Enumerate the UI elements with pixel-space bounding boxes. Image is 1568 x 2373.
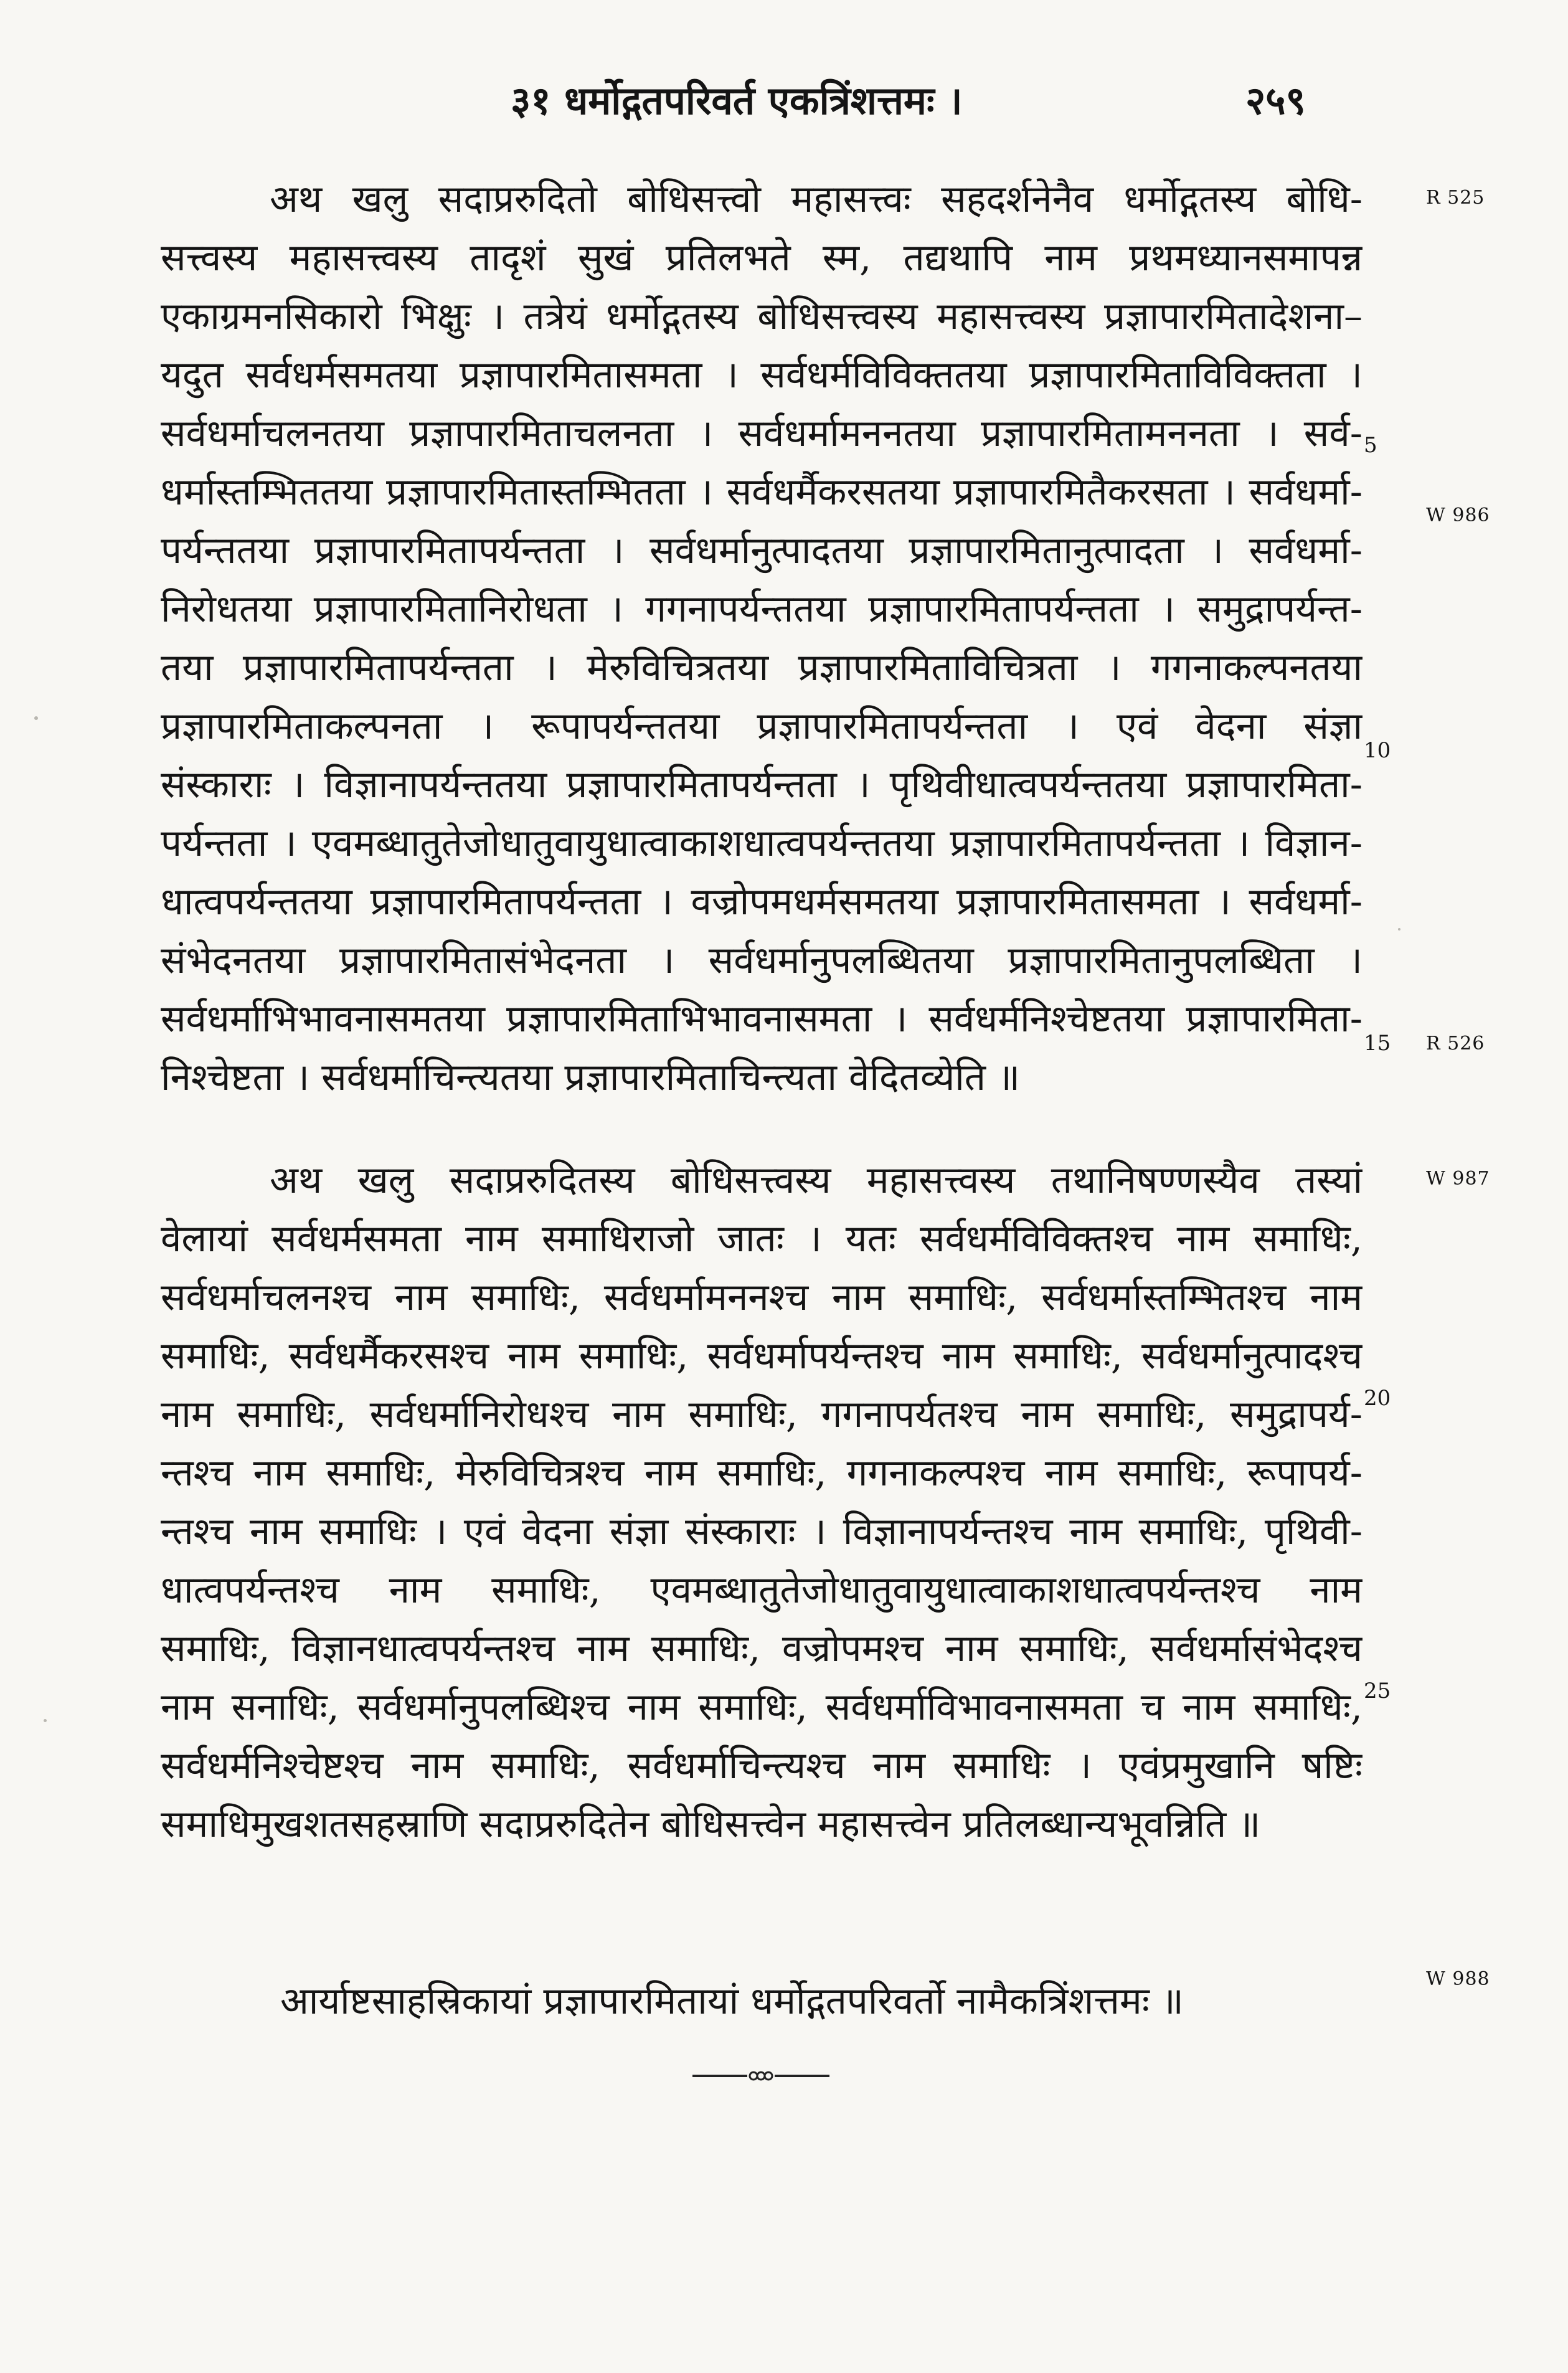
text-line: अथ खलु सदाप्ररुदितस्य बोधिसत्त्वस्य महासत्त्वस्य तथानिषण्णस्यैव तस्यां [270,1158,1363,1202]
side-reference: W 986 [1426,504,1490,526]
text-line: नाम समाधिः, सर्वधर्मानिरोधश्च नाम समाधिः, गगनापर्यतश्च नाम समाधिः, समुद्रापर्य- [161,1393,1363,1436]
page-number: २५९ [1245,78,1306,123]
text-line: सर्वधर्मनिश्चेष्टश्च नाम समाधिः, सर्वधर्माचिन्त्यश्च नाम समाधिः । एवंप्रमुखानि षष्टिः [161,1744,1363,1788]
line-number: 15 [1364,1031,1391,1056]
line-number: 5 [1364,433,1377,458]
line-number: 10 [1364,738,1391,763]
ornament-separator [692,2063,829,2088]
text-line: न्तश्च नाम समाधिः, मेरुविचित्रश्च नाम समाधिः, गगनाकल्पश्च नाम समाधिः, रूपापर्य- [161,1451,1363,1495]
text-line: वेलायां सर्वधर्मसमता नाम समाधिराजो जातः । यतः सर्वधर्मविविक्तश्च नाम समाधिः, [161,1217,1363,1261]
text-line: धात्वपर्यन्तश्च नाम समाधिः, एवमब्धातुतेजोधातुवायुधात्वाकाशधात्वपर्यन्तश्च नाम [161,1568,1363,1612]
chapter-title: ३१ धर्मोद्गतपरिवर्त एकत्रिंशत्तमः । [511,78,963,123]
text-line: न्तश्च नाम समाधिः । एवं वेदना संज्ञा संस्काराः । विज्ञानापर्यन्तश्च नाम समाधिः, पृथिवी- [161,1510,1363,1553]
text-line: समाधिः, विज्ञानधात्वपर्यन्तश्च नाम समाधिः, वज्रोपमश्च नाम समाधिः, सर्वधर्मासंभेदश्च [161,1627,1363,1670]
text-line: पर्यन्ततया प्रज्ञापारमितापर्यन्तता । सर्वधर्मानुत्पादतया प्रज्ञापारमितानुत्पादता । सर्वधर्मा- [161,529,1363,572]
text-line: अथ खलु सदाप्ररुदितो बोधिसत्त्वो महासत्त्वः सहदर्शनेनैव धर्मोद्गतस्य बोधि- [270,178,1363,221]
text-line: समाधिः, सर्वधर्मैकरसश्च नाम समाधिः, सर्वधर्मापर्यन्तश्च नाम समाधिः, सर्वधर्मानुत्पादश्च [161,1334,1363,1378]
text-line: प्रज्ञापारमिताकल्पनता । रूपापर्यन्ततया प्रज्ञापारमितापर्यन्तता । एवं वेदना संज्ञा [161,704,1363,748]
text-line: धात्वपर्यन्ततया प्रज्ञापारमितापर्यन्तता । वज्रोपमधर्मसमतया प्रज्ञापारमितासमता । सर्वधर्मा- [161,880,1363,924]
scan-speck [34,716,38,720]
chapter-colophon: आर्याष्टसाहस्रिकायां प्रज्ञापारमितायां धर्मोद्गतपरिवर्तो नामैकत्रिंशत्तमः ॥ [280,1979,1184,2023]
scan-speck [44,1719,47,1722]
text-line: धर्मास्तम्भिततया प्रज्ञापारमितास्तम्भितता । सर्वधर्मैकरसतया प्रज्ञापारमितैकरसता । सर्वधर्मा- [161,470,1363,514]
text-line: पर्यन्तता । एवमब्धातुतेजोधातुवायुधात्वाकाशधात्वपर्यन्ततया प्रज्ञापारमितापर्यन्तता । विज्ञान- [161,822,1363,865]
text-line: सत्त्वस्य महासत्त्वस्य तादृशं सुखं प्रतिलभते स्म, तद्यथापि नाम प्रथमध्यानसमापन्न [161,236,1363,280]
side-reference: W 987 [1426,1168,1490,1190]
side-reference: R 526 [1426,1033,1485,1054]
text-line: समाधिमुखशतसहस्राणि सदाप्ररुदितेन बोधिसत्त्वेन महासत्त्वेन प्रतिलब्धान्यभूवन्निति ॥ [161,1802,1261,1846]
line-number: 25 [1364,1679,1391,1703]
text-line: संभेदनतया प्रज्ञापारमितासंभेदनता । सर्वधर्मानुपलब्धितया प्रज्ञापारमितानुपलब्धिता । [161,939,1363,982]
text-line: एकाग्रमनसिकारो भिक्षुः । तत्रेयं धर्मोद्गतस्य बोधिसत्त्वस्य महासत्त्वस्य प्रज्ञापारमितादेशना– [161,295,1363,338]
text-line: सर्वधर्माचलनतया प्रज्ञापारमिताचलनता । सर्वधर्मामननतया प्रज्ञापारमितामननता । सर्व- [161,412,1363,455]
text-line: यदुत सर्वधर्मसमतया प्रज्ञापारमितासमता । सर्वधर्मविविक्ततया प्रज्ञापारमिताविविक्तता । [161,353,1363,397]
side-reference: R 525 [1426,187,1485,209]
line-number: 20 [1364,1386,1391,1411]
text-line: तया प्रज्ञापारमितापर्यन्तता । मेरुविचित्रतया प्रज्ञापारमिताविचित्रता । गगनाकल्पनतया [161,646,1363,689]
running-header [511,73,1463,130]
text-line: निरोधतया प्रज्ञापारमितानिरोधता । गगनापर्यन्ततया प्रज्ञापारमितापर्यन्तता । समुद्रापर्यन्त- [161,587,1363,631]
text-line: संस्काराः । विज्ञानापर्यन्ततया प्रज्ञापारमितापर्यन्तता । पृथिवीधात्वपर्यन्ततया प्रज्ञापारमिता- [161,763,1363,807]
text-line: निश्चेष्टता । सर्वधर्माचिन्त्यतया प्रज्ञापारमिताचिन्त्यता वेदितव्येति ॥ [161,1056,1021,1099]
scan-speck [1398,928,1400,931]
text-line: सर्वधर्माचलनश्च नाम समाधिः, सर्वधर्मामननश्च नाम समाधिः, सर्वधर्मास्तम्भितश्च नाम [161,1276,1363,1319]
side-reference: W 988 [1426,1968,1490,1990]
text-line: नाम सनाधिः, सर्वधर्मानुपलब्धिश्च नाम समाधिः, सर्वधर्माविभावनासमता च नाम समाधिः, [161,1685,1363,1729]
text-line: सर्वधर्माभिभावनासमतया प्रज्ञापारमिताभिभावनासमता । सर्वधर्मनिश्चेष्टतया प्रज्ञापारमिता- [161,997,1363,1041]
